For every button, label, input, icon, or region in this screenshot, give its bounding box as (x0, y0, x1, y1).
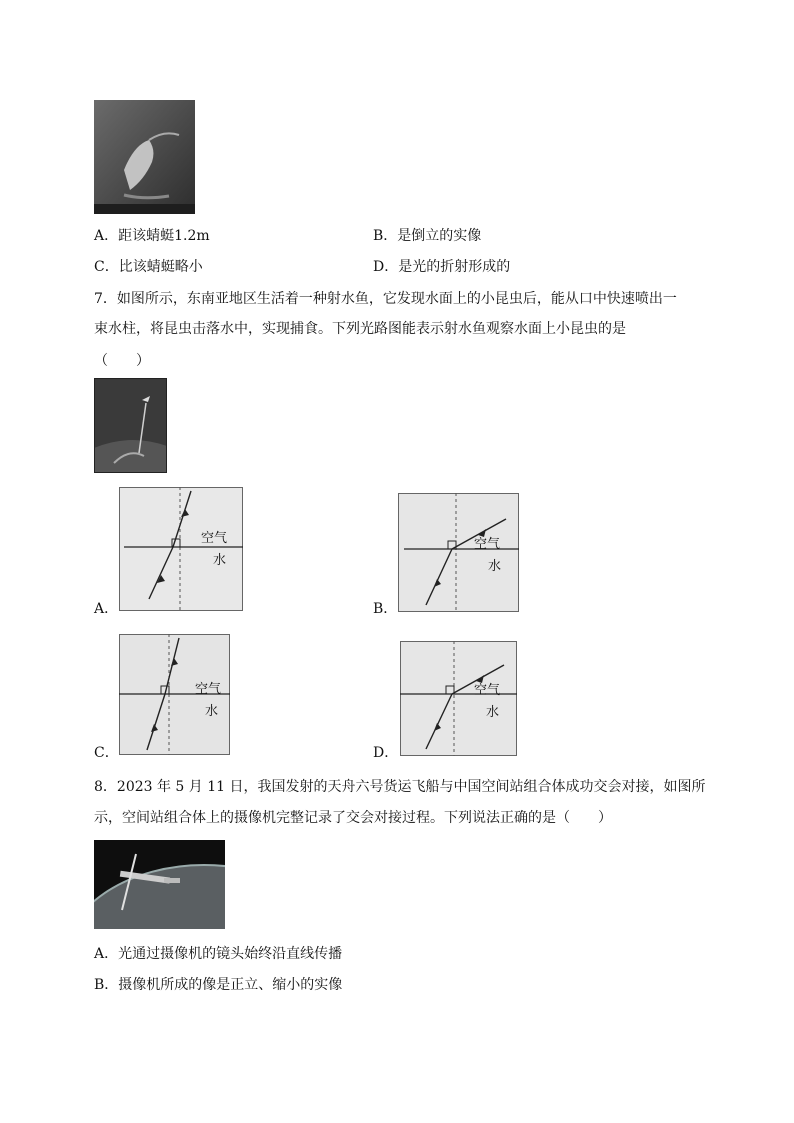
q7-option-a-label: A． (94, 601, 119, 617)
q7-a-air-label: 空气 (201, 530, 228, 545)
q7-diagram-c (119, 634, 230, 755)
q8-stem-line1: 8．2023 年 5 月 11 日，我国发射的天舟六号货运飞船与中国空间站组合体成功交会对接，如图所 (94, 779, 706, 795)
q7-diagram-d (400, 641, 517, 756)
q6-option-a: A．距该蜻蜓1.2m (94, 228, 210, 244)
q7-option-d-label: D． (373, 745, 399, 761)
q6-option-c: C．比该蜻蜓略小 (94, 259, 203, 275)
q7-option-b-label: B． (373, 601, 398, 617)
q7-d-air-label: 空气 (474, 682, 501, 697)
space-station-photo (94, 840, 225, 929)
q8-option-b: B．摄像机所成的像是正立、缩小的实像 (94, 977, 343, 993)
archer-fish-photo (94, 378, 167, 473)
q7-option-c-label: C． (94, 745, 119, 761)
q7-a-water-label: 水 (213, 552, 227, 567)
q7-diagram-b (398, 493, 519, 612)
q7-b-water-label: 水 (488, 558, 502, 573)
q7-diagram-a (119, 487, 243, 611)
q7-stem-line2: 束水柱，将昆虫击落水中，实现捕食。下列光路图能表示射水鱼观察水面上小昆虫的是 (94, 321, 626, 337)
q8-stem-line2: 示，空间站组合体上的摄像机完整记录了交会对接过程。下列说法正确的是（ ） (94, 810, 612, 826)
q7-d-water-label: 水 (486, 704, 500, 719)
q6-option-b: B．是倒立的实像 (373, 228, 482, 244)
q7-c-air-label: 空气 (195, 681, 222, 696)
q7-stem-line1: 7．如图所示，东南亚地区生活着一种射水鱼，它发现水面上的小昆虫后，能从口中快速喷出一 (94, 291, 677, 307)
q8-option-a: A．光通过摄像机的镜头始终沿直线传播 (94, 946, 343, 962)
q6-option-d: D．是光的折射形成的 (373, 259, 511, 275)
q7-answer-blank: （ ） (94, 353, 150, 369)
dragonfly-photo (94, 100, 195, 214)
q7-b-air-label: 空气 (474, 536, 501, 551)
q7-c-water-label: 水 (205, 703, 219, 718)
